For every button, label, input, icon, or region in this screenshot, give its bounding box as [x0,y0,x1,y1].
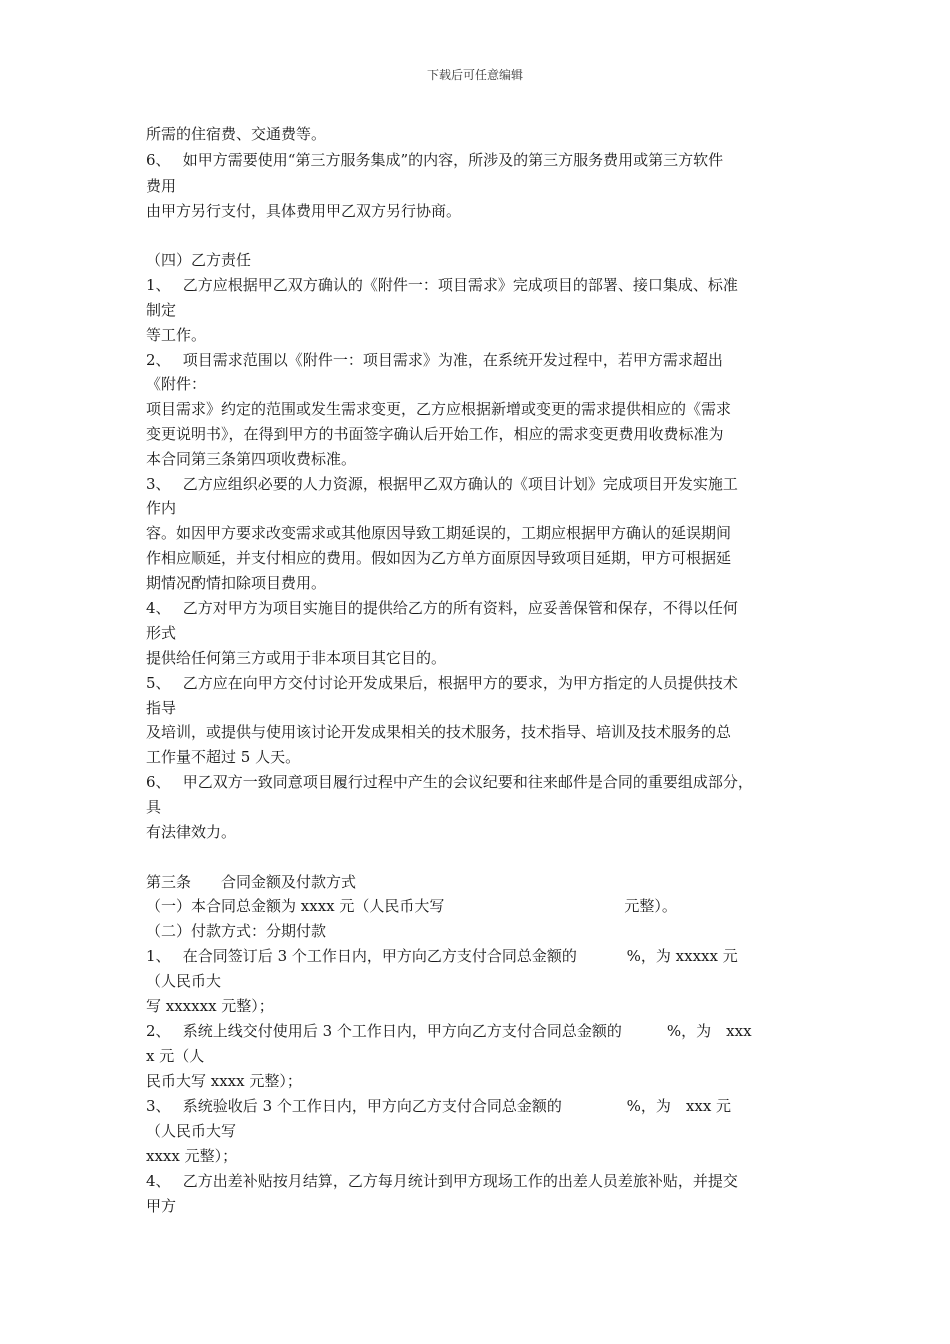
text-line: 费用 [146,177,177,195]
text-line: 容。如因甲方要求改变需求或其他原因导致工期延误的，工期应根据甲方确认的延误期间 [146,524,732,542]
text-line: 具 [146,798,162,816]
text-line: 民币大写 xxxx 元整）； [146,1072,302,1090]
text-line: 《附件： [146,375,207,393]
text-line: 6、 甲乙双方一致同意项目履行过程中产生的会议纪要和往来邮件是合同的重要组成部分， [146,773,753,791]
text-line: （二）付款方式：分期付款 [146,922,327,940]
text-line: （一）本合同总金额为 xxxx 元（人民币大写 元整）。 [146,897,677,915]
text-line: 由甲方另行支付，具体费用甲乙双方另行协商。 [146,202,462,220]
text-line: 形式 [146,624,177,642]
text-line: 6、 如甲方需要使用“第三方服务集成”的内容，所涉及的第三方服务费用或第三方软件 [146,151,724,169]
text-line: 1、 在合同签订后 3 个工作日内，甲方向乙方支付合同总金额的 %，为 xxxxx 元 [146,947,738,965]
text-line: 3、 系统验收后 3 个工作日内，甲方向乙方支付合同总金额的 %，为 xxx 元 [146,1097,732,1115]
text-line: 1、 乙方应根据甲乙双方确认的《附件一：项目需求》完成项目的部署、接口集成、标准 [146,276,738,294]
text-line: 提供给任何第三方或用于非本项目其它目的。 [146,649,447,667]
article-heading: 第三条 合同金额及付款方式 [146,873,357,891]
text-line: 2、 系统上线交付使用后 3 个工作日内，甲方向乙方支付合同总金额的 %，为 xxx [146,1022,752,1040]
text-line: 指导 [146,699,177,717]
text-line: 5、 乙方应在向甲方交付讨论开发成果后，根据甲方的要求，为甲方指定的人员提供技术 [146,674,738,692]
text-line: 作内 [146,499,177,517]
text-line: 期情况酌情扣除项目费用。 [146,574,327,592]
text-line: 4、 乙方对甲方为项目实施目的提供给乙方的所有资料，应妥善保管和保存，不得以任何 [146,599,738,617]
text-line: 4、 乙方出差补贴按月结算，乙方每月统计到甲方现场工作的出差人员差旅补贴，并提交 [146,1172,738,1190]
text-line: 变更说明书》，在得到甲方的书面签字确认后开始工作，相应的需求变更费用收费标准为 [146,425,724,443]
text-line: 写 xxxxxx 元整）； [146,997,274,1015]
text-line: 3、 乙方应组织必要的人力资源，根据甲乙双方确认的《项目计划》完成项目开发实施工 [146,475,738,493]
text-line: 甲方 [146,1197,177,1215]
text-line: x 元（人 [146,1047,205,1065]
page-header: 下载后可任意编辑 [426,68,523,82]
text-line: 等工作。 [146,326,207,344]
text-line: 作相应顺延，并支付相应的费用。假如因为乙方单方面原因导致项目延期，甲方可根据延 [146,549,732,567]
text-line: （人民币大 [146,972,222,990]
text-line: 2、 项目需求范围以《附件一：项目需求》为准，在系统开发过程中，若甲方需求超出 [146,351,723,369]
text-line: 有法律效力。 [146,823,237,841]
text-line: xxxx 元整）； [146,1147,238,1165]
text-line: 制定 [146,301,177,319]
text-line: （人民币大写 [146,1122,237,1140]
section-heading: （四）乙方责任 [146,251,252,269]
text-line: 工作量不超过 5 人天。 [146,748,301,766]
text-line: 本合同第三条第四项收费标准。 [146,450,357,468]
text-line: 所需的住宿费、交通费等。 [146,125,327,143]
text-line: 及培训，或提供与使用该讨论开发成果相关的技术服务，技术指导、培训及技术服务的总 [146,723,732,741]
text-line: 项目需求》约定的范围或发生需求变更，乙方应根据新增或变更的需求提供相应的《需求 [146,400,732,418]
